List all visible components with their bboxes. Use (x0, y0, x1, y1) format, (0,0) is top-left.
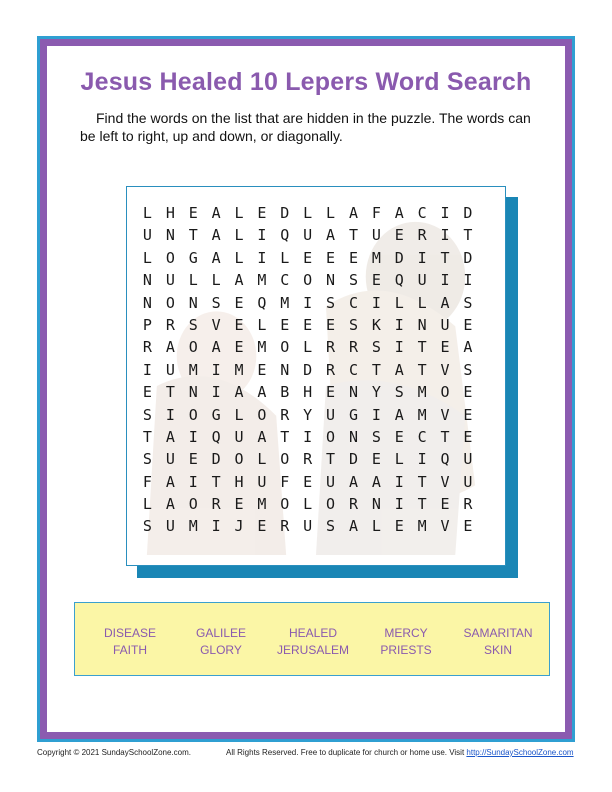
grid-letter[interactable]: C (417, 204, 427, 222)
grid-letter[interactable]: M (417, 383, 427, 402)
grid-letter[interactable]: I (417, 450, 427, 469)
grid-letter[interactable]: L (371, 517, 381, 536)
grid-letter[interactable]: E (463, 517, 473, 536)
grid-letter[interactable]: L (280, 248, 290, 267)
grid-letter[interactable]: N (348, 383, 358, 402)
grid-letter[interactable]: A (394, 204, 404, 222)
grid-letter[interactable]: O (165, 248, 175, 267)
grid-letter[interactable]: L (394, 293, 404, 312)
grid-letter[interactable]: L (142, 248, 152, 267)
grid-letter[interactable]: L (211, 271, 221, 290)
grid-letter[interactable]: A (211, 204, 221, 222)
grid-letter[interactable]: U (463, 450, 473, 469)
grid-letter[interactable]: E (326, 248, 336, 267)
grid-letter[interactable]: I (440, 204, 450, 222)
grid-letter[interactable]: E (394, 427, 404, 446)
grid-letter[interactable]: U (463, 472, 473, 491)
grid-letter[interactable]: J (234, 517, 244, 536)
grid-letter[interactable]: M (417, 405, 427, 424)
grid-letter[interactable]: E (257, 204, 267, 222)
word-column (448, 625, 548, 659)
grid-letter[interactable]: O (280, 338, 290, 357)
grid-letter[interactable]: T (417, 472, 427, 491)
grid-letter[interactable]: S (142, 450, 152, 469)
grid-letter[interactable]: S (188, 315, 198, 334)
grid-letter[interactable]: I (371, 405, 381, 424)
grid-letter[interactable]: S (326, 517, 336, 536)
grid-letter[interactable]: O (188, 338, 198, 357)
grid-letter[interactable]: G (188, 248, 198, 267)
grid-letter[interactable]: I (303, 427, 313, 446)
grid-letter[interactable]: A (348, 472, 358, 491)
grid-letter[interactable]: U (371, 226, 381, 245)
grid-letter[interactable]: Q (257, 293, 267, 312)
grid-letter[interactable]: D (348, 450, 358, 469)
grid-letter[interactable]: O (280, 495, 290, 514)
grid-letter[interactable]: H (234, 472, 244, 491)
grid-letter[interactable]: L (417, 293, 427, 312)
grid-letter[interactable]: N (188, 293, 198, 312)
grid-letter[interactable]: E (234, 338, 244, 357)
grid-letter[interactable]: A (165, 427, 175, 446)
word-column (80, 625, 180, 659)
grid-letter[interactable]: V (440, 360, 450, 379)
grid-letter[interactable]: H (303, 383, 313, 402)
grid-letter[interactable]: A (257, 383, 267, 402)
word-list-item: GALILEE (195, 626, 247, 640)
grid-letter[interactable]: V (440, 405, 450, 424)
grid-letter[interactable]: F (371, 204, 381, 222)
grid-letter[interactable]: T (440, 248, 450, 267)
grid-letter[interactable]: S (371, 338, 381, 357)
grid-letter[interactable]: N (371, 495, 381, 514)
grid-letter[interactable]: A (165, 495, 175, 514)
word-list-item: SAMARITAN (463, 626, 533, 640)
grid-letter[interactable]: T (280, 427, 290, 446)
grid-letter[interactable]: N (326, 271, 336, 290)
grid-letter[interactable]: A (211, 226, 221, 245)
grid-letter[interactable]: I (371, 293, 381, 312)
grid-letter[interactable]: A (234, 383, 244, 402)
grid-letter[interactable]: N (280, 360, 290, 379)
grid-letter[interactable]: E (463, 315, 473, 334)
instructions-text: Find the words on the list that are hidden in the puzzle. The words can be left to right, up and down, or diagonally. (80, 110, 531, 144)
grid-letter[interactable]: E (371, 450, 381, 469)
grid-letter[interactable]: I (463, 271, 473, 290)
grid-letter[interactable]: S (463, 293, 473, 312)
grid-letter[interactable]: Y (371, 383, 381, 402)
grid-letter[interactable]: A (348, 517, 358, 536)
grid-letter[interactable]: U (165, 271, 175, 290)
grid-letter[interactable]: I (211, 517, 221, 536)
word-list-item: DISEASE (103, 626, 157, 640)
grid-letter[interactable]: I (303, 293, 313, 312)
grid-letter[interactable]: I (394, 472, 404, 491)
grid-letter[interactable]: A (326, 226, 336, 245)
grid-letter[interactable]: T (417, 338, 427, 357)
word-column (356, 625, 456, 659)
grid-letter[interactable]: A (348, 204, 358, 222)
grid-letter[interactable]: Y (303, 405, 313, 424)
grid-letter[interactable]: O (440, 383, 450, 402)
grid-letter[interactable]: T (142, 427, 152, 446)
grid-letter[interactable]: I (440, 271, 450, 290)
grid-letter[interactable]: S (142, 517, 152, 536)
grid-letter[interactable]: T (463, 226, 473, 245)
grid-letter[interactable]: E (394, 226, 404, 245)
website-link[interactable]: http://SundaySchoolZone.com (466, 748, 574, 757)
grid-letter[interactable]: I (165, 405, 175, 424)
grid-letter[interactable]: L (326, 204, 336, 222)
grid-letter[interactable]: O (188, 405, 198, 424)
grid-letter[interactable]: U (257, 472, 267, 491)
grid-letter[interactable]: S (463, 360, 473, 379)
word-column (263, 625, 363, 659)
grid-letter[interactable]: I (142, 360, 152, 379)
grid-letter[interactable]: L (257, 450, 267, 469)
grid-letter[interactable]: A (257, 427, 267, 446)
rights-text: All Rights Reserved. Free to duplicate for church or home use. Visit (226, 748, 467, 757)
grid-letter[interactable]: C (417, 427, 427, 446)
grid-letter[interactable]: O (326, 427, 336, 446)
grid-letter[interactable]: M (188, 360, 198, 379)
grid-letter[interactable]: R (165, 315, 175, 334)
grid-letter[interactable]: Q (440, 450, 450, 469)
grid-letter[interactable]: D (463, 248, 473, 267)
word-list-item: GLORY (200, 643, 242, 657)
grid-letter[interactable]: I (394, 315, 404, 334)
grid-letter[interactable]: R (326, 360, 336, 379)
grid-letter[interactable]: T (371, 360, 381, 379)
word-list-item: HEALED (288, 626, 338, 640)
grid-letter[interactable]: R (280, 405, 290, 424)
grid-letter[interactable]: D (303, 360, 313, 379)
grid-letter[interactable]: I (188, 427, 198, 446)
rights-notice (226, 748, 574, 757)
grid-letter[interactable]: S (394, 383, 404, 402)
grid-letter[interactable]: R (280, 517, 290, 536)
grid-letter[interactable]: N (142, 271, 152, 290)
grid-letter[interactable]: T (326, 450, 336, 469)
grid-letter[interactable]: E (394, 517, 404, 536)
grid-letter[interactable]: E (188, 204, 198, 222)
grid-letter[interactable]: U (165, 517, 175, 536)
grid-letter[interactable]: E (463, 427, 473, 446)
grid-letter[interactable]: E (303, 315, 313, 334)
grid-letter[interactable]: M (257, 495, 267, 514)
grid-letter[interactable]: Q (394, 271, 404, 290)
grid-letter[interactable]: N (142, 293, 152, 312)
grid-letter[interactable]: C (348, 293, 358, 312)
grid-letter[interactable]: A (211, 338, 221, 357)
grid-letter[interactable]: M (257, 338, 267, 357)
grid-letter[interactable]: P (142, 315, 152, 334)
grid-letter[interactable]: Q (211, 427, 221, 446)
grid-letter[interactable]: C (280, 271, 290, 290)
grid-letter[interactable]: E (142, 383, 152, 402)
grid-letter[interactable]: T (348, 226, 358, 245)
grid-letter[interactable]: U (417, 271, 427, 290)
grid-letter[interactable]: M (371, 248, 381, 267)
grid-letter[interactable]: H (165, 204, 175, 222)
grid-letter[interactable]: N (348, 427, 358, 446)
grid-letter[interactable]: I (417, 248, 427, 267)
grid-letter[interactable]: I (257, 248, 267, 267)
grid-letter[interactable]: E (234, 495, 244, 514)
grid-letter[interactable]: A (371, 472, 381, 491)
grid-letter[interactable]: K (371, 315, 381, 334)
grid-letter[interactable]: U (326, 405, 336, 424)
word-list-item: MERCY (384, 626, 428, 640)
grid-letter[interactable]: E (257, 517, 267, 536)
word-column (171, 625, 271, 659)
grid-letter[interactable]: V (211, 315, 221, 334)
grid-letter[interactable]: E (326, 383, 336, 402)
grid-letter[interactable]: R (211, 495, 221, 514)
grid-letter[interactable]: A (463, 338, 473, 357)
grid-letter[interactable]: N (188, 383, 198, 402)
grid-letter[interactable]: E (463, 383, 473, 402)
grid-letter[interactable]: O (326, 495, 336, 514)
grid-letter[interactable]: I (394, 495, 404, 514)
word-list-item: PRIESTS (380, 643, 432, 657)
grid-letter[interactable]: R (326, 338, 336, 357)
grid-letter[interactable]: D (463, 204, 473, 222)
grid-letter[interactable]: L (257, 315, 267, 334)
grid-letter[interactable]: G (211, 405, 221, 424)
word-list-item: JERUSALEM (276, 643, 350, 657)
grid-letter[interactable]: Q (280, 226, 290, 245)
grid-letter[interactable]: T (188, 226, 198, 245)
grid-letter[interactable]: U (440, 315, 450, 334)
grid-letter[interactable]: O (257, 405, 267, 424)
grid-letter[interactable]: L (142, 204, 152, 222)
copyright-notice: Copyright © 2021 SundaySchoolZone.com. (37, 748, 191, 757)
grid-letter[interactable]: I (211, 383, 221, 402)
grid-letter[interactable]: A (440, 293, 450, 312)
word-list-box (74, 602, 550, 676)
grid-letter[interactable]: V (440, 517, 450, 536)
grid-letter[interactable]: S (211, 293, 221, 312)
grid-letter[interactable]: E (188, 450, 198, 469)
grid-letter[interactable]: D (280, 204, 290, 222)
grid-letter[interactable]: S (348, 315, 358, 334)
grid-letter[interactable]: R (142, 338, 152, 357)
grid-letter[interactable]: E (440, 338, 450, 357)
grid-letter[interactable]: L (303, 495, 313, 514)
grid-letter[interactable]: B (280, 383, 290, 402)
word-list-item: FAITH (112, 643, 147, 657)
grid-letter[interactable]: U (165, 360, 175, 379)
grid-letter[interactable]: F (280, 472, 290, 491)
grid-letter[interactable]: V (440, 472, 450, 491)
grid-letter[interactable]: I (211, 360, 221, 379)
grid-letter[interactable]: E (257, 360, 267, 379)
grid-letter[interactable]: R (348, 338, 358, 357)
grid-letter[interactable]: U (234, 427, 244, 446)
grid-letter[interactable]: M (417, 517, 427, 536)
page-title: Jesus Healed 10 Lepers Word Search (80, 68, 532, 96)
grid-letter[interactable]: L (394, 450, 404, 469)
grid-letter[interactable]: D (394, 248, 404, 267)
grid-letter[interactable]: A (394, 405, 404, 424)
grid-letter[interactable]: O (165, 293, 175, 312)
grid-letter[interactable]: C (348, 360, 358, 379)
grid-letter[interactable]: E (234, 315, 244, 334)
grid-letter[interactable]: E (303, 248, 313, 267)
grid-letter[interactable]: M (188, 517, 198, 536)
grid-letter[interactable]: L (234, 405, 244, 424)
grid-letter[interactable]: S (326, 293, 336, 312)
grid-letter[interactable]: R (303, 450, 313, 469)
grid-letter[interactable]: R (348, 495, 358, 514)
grid-letter[interactable]: M (280, 293, 290, 312)
grid-letter[interactable]: N (165, 226, 175, 245)
word-list-item: SKIN (483, 643, 512, 657)
grid-letter[interactable]: S (348, 271, 358, 290)
grid-letter[interactable]: L (303, 338, 313, 357)
grid-letter[interactable]: A (234, 271, 244, 290)
grid-letter[interactable]: A (211, 248, 221, 267)
grid-letter[interactable]: I (440, 226, 450, 245)
grid-letter[interactable]: I (188, 472, 198, 491)
grid-letter[interactable]: E (440, 495, 450, 514)
grid-letter[interactable]: E (326, 315, 336, 334)
grid-letter[interactable]: S (142, 405, 152, 424)
grid-letter[interactable]: T (211, 472, 221, 491)
grid-letter[interactable]: T (165, 383, 175, 402)
grid-letter[interactable]: N (417, 315, 427, 334)
grid-letter[interactable]: L (188, 271, 198, 290)
grid-letter[interactable]: M (257, 271, 267, 290)
grid-letter[interactable]: L (142, 495, 152, 514)
grid-letter[interactable]: A (394, 360, 404, 379)
grid-letter[interactable]: G (348, 405, 358, 424)
grid-letter[interactable]: T (440, 427, 450, 446)
grid-letter[interactable]: E (280, 315, 290, 334)
grid-letter[interactable]: T (417, 360, 427, 379)
grid-letter[interactable]: T (417, 495, 427, 514)
grid-letter[interactable]: R (417, 226, 427, 245)
grid-letter[interactable]: A (165, 472, 175, 491)
grid-letter[interactable]: O (234, 450, 244, 469)
grid-letter[interactable]: U (303, 517, 313, 536)
grid-letter[interactable]: L (234, 226, 244, 245)
grid-letter[interactable]: U (303, 226, 313, 245)
grid-letter[interactable]: D (211, 450, 221, 469)
grid-letter[interactable]: L (234, 248, 244, 267)
grid-letter[interactable]: O (280, 450, 290, 469)
grid-letter[interactable]: R (463, 495, 473, 514)
grid-letter[interactable]: U (326, 472, 336, 491)
letter-grid (136, 202, 496, 538)
grid-letter[interactable]: A (165, 338, 175, 357)
grid-letter[interactable]: I (394, 338, 404, 357)
grid-letter[interactable]: E (463, 405, 473, 424)
grid-letter[interactable]: E (371, 271, 381, 290)
grid-letter[interactable]: F (142, 472, 152, 491)
grid-letter[interactable]: I (257, 226, 267, 245)
grid-letter[interactable]: U (165, 450, 175, 469)
grid-letter[interactable]: O (188, 495, 198, 514)
grid-letter[interactable]: O (303, 271, 313, 290)
grid-letter[interactable]: L (234, 204, 244, 222)
grid-letter[interactable]: E (303, 472, 313, 491)
grid-letter[interactable]: S (371, 427, 381, 446)
grid-letter[interactable]: U (142, 226, 152, 245)
grid-letter[interactable]: M (234, 360, 244, 379)
grid-letter[interactable]: L (303, 204, 313, 222)
grid-letter[interactable]: E (234, 293, 244, 312)
grid-letter[interactable]: E (348, 248, 358, 267)
